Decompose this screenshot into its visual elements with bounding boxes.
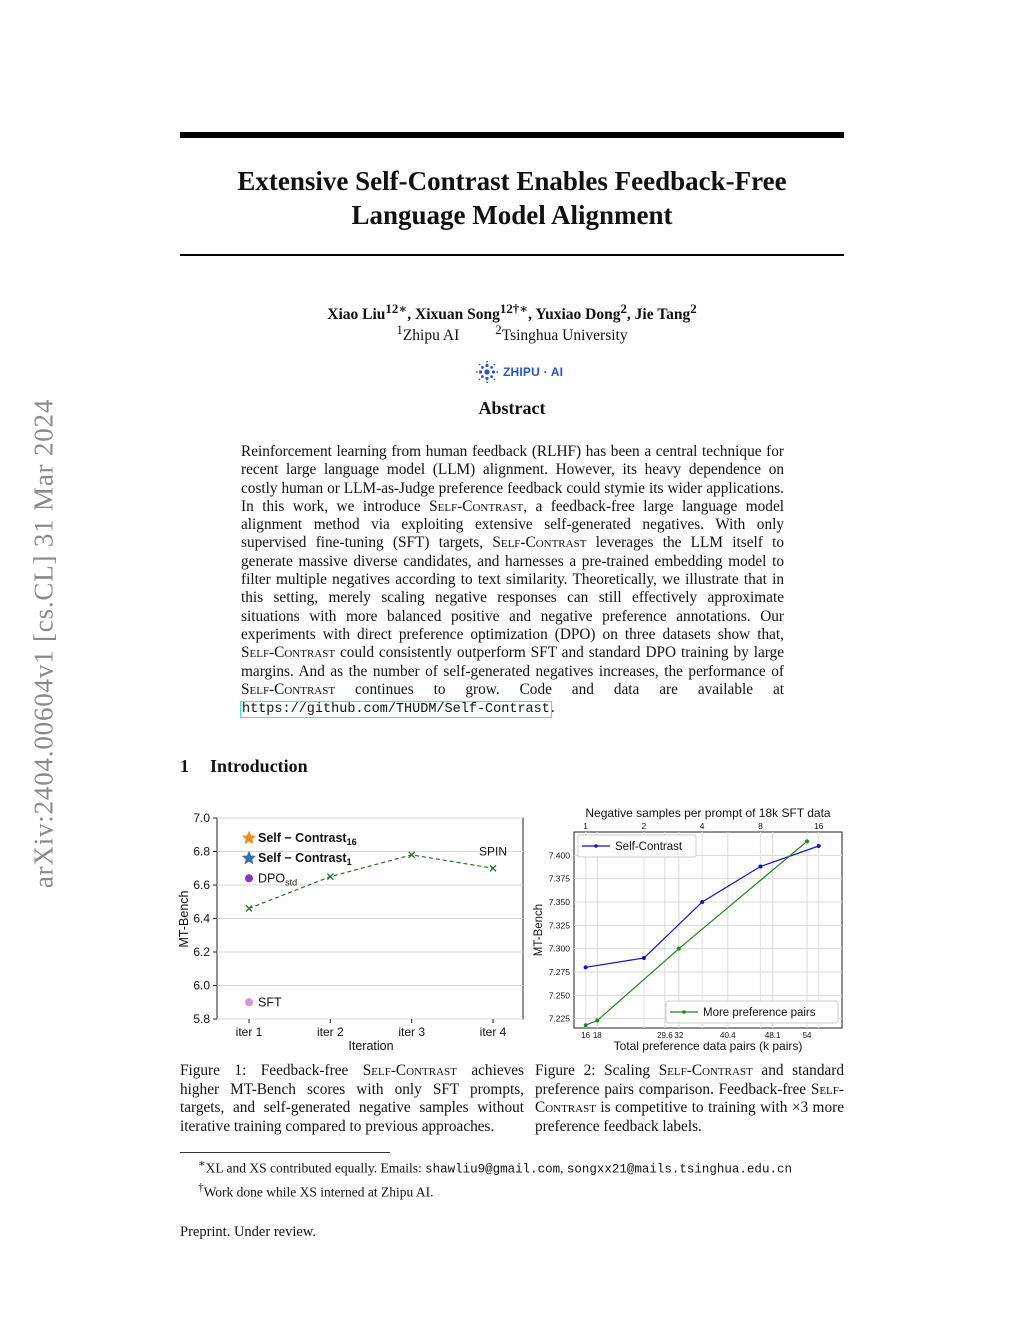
fig2-ylabel: MT-Bench — [533, 903, 545, 957]
title-line-2: Language Model Alignment — [351, 200, 673, 230]
author-name: Xiao Liu — [327, 306, 386, 324]
fig1-ytick-label: 6.6 — [193, 878, 210, 892]
fig2-more-pairs-line — [586, 841, 807, 1025]
arxiv-stamp: arXiv:2404.00604v1 [cs.CL] 31 Mar 2024 — [28, 398, 59, 889]
logo-text: ZHIPU · AI — [503, 365, 564, 379]
fig1-point-self_contrast_1 — [242, 851, 256, 865]
title-bottom-rule — [180, 254, 844, 256]
abstract-text: could consistently outperform SFT and standard DPO training by large margins. And as the number of self-generated negatives increases, the performance of — [241, 644, 784, 680]
method-name: Self-Contrast — [658, 1062, 753, 1079]
fig1-xtick-label: iter 1 — [235, 1025, 263, 1039]
fig2-toptick-label: 16 — [813, 821, 824, 831]
fig2-point — [677, 947, 681, 951]
author-name: Xixuan Song — [415, 306, 500, 324]
affiliation-name: Zhipu AI — [402, 327, 460, 345]
fig2-toptick-label: 2 — [641, 821, 647, 831]
figure-2-chart — [530, 802, 850, 1054]
zhipu-logo — [475, 360, 563, 384]
fig1-point-label: $DPO_{std}$ — [258, 871, 298, 888]
caption-text: achieves higher MT-Bench scores with only SFT prompts, targets, and self-generated negative samples without iterative training compared to previous approaches. — [180, 1062, 525, 1135]
figure-1-chart — [172, 802, 530, 1054]
fig2-ytick-label: 7.350 — [548, 897, 570, 907]
author-sep: , — [528, 306, 536, 324]
fig1-ytick-label: 6.0 — [193, 978, 210, 993]
footnote-2 — [198, 1179, 792, 1202]
method-name: Self-Contrast — [241, 644, 336, 662]
fig2-point — [595, 1019, 599, 1023]
footnote-1 — [198, 1155, 792, 1179]
fig2-legend-self-contrast: Self-Contrast — [615, 841, 683, 853]
section-title: Introduction — [210, 756, 308, 776]
footnote-mark: ∗ — [198, 1158, 206, 1170]
method-name: Self-Contrast — [241, 680, 336, 698]
fig1-ytick-label: 5.8 — [193, 1012, 210, 1026]
fig1-xlabel: Iteration — [348, 1039, 394, 1053]
fig1-xtick-label: iter 2 — [316, 1025, 344, 1039]
fig2-ytick-label: 7.325 — [548, 920, 570, 931]
abstract-text: , a feedback-free large language model alignment method via exploiting extensive self-generated negatives. With only supervised fine-tuning (SFT) targets, — [241, 497, 784, 552]
fig2-title: Negative samples per prompt of 18k SFT data — [585, 806, 831, 820]
caption-text: Figure 1: Feedback-free — [180, 1062, 363, 1079]
fig2-xtick-label: 40.4 — [720, 1031, 736, 1040]
title-line-1: Extensive Self-Contrast Enables Feedback-Free — [237, 166, 787, 196]
fig2-point — [642, 956, 646, 960]
caption-text: and standard preference pairs comparison. Feedback-free — [535, 1062, 844, 1098]
fig2-plot-frame — [574, 832, 842, 1028]
top-rule — [180, 132, 844, 138]
fig2-ytick-label: 7.375 — [548, 873, 570, 884]
section-number: 1 — [180, 756, 189, 776]
author-name: Jie Tang — [634, 306, 691, 324]
affiliation-mark: 2 — [495, 322, 502, 337]
preprint-note: Preprint. Under review. — [180, 1224, 316, 1240]
zhipu-logo-icon — [475, 360, 499, 384]
fig2-toptick-label: 4 — [699, 821, 705, 831]
fig2-ytick-label: 7.275 — [548, 967, 570, 977]
fig2-legend-bottom — [666, 1001, 838, 1023]
abstract-text: . — [550, 699, 555, 717]
fig1-xtick-label: iter 3 — [398, 1025, 426, 1039]
fig2-ytick-label: 7.300 — [548, 943, 570, 954]
method-name: Self-Contrast — [362, 1062, 457, 1079]
fig2-ytick-label: 7.250 — [548, 990, 570, 1001]
author-sep: , — [407, 306, 415, 324]
fig1-ytick-label: 6.4 — [193, 911, 210, 926]
fig1-spin-point — [327, 874, 333, 880]
fig2-xtick-label: 29.6 — [657, 1031, 673, 1040]
fig2-xlabel: Total preference data pairs (k pairs) — [613, 1039, 803, 1053]
fig1-spin-point — [246, 905, 252, 911]
author-marks: 2 — [690, 301, 697, 316]
affiliation-name: Tsinghua University — [501, 327, 628, 345]
footnotes — [198, 1155, 792, 1201]
fig2-legend-marker — [682, 1010, 686, 1014]
caption-text: is competitive to training with ×3 more preference feedback labels. — [535, 1099, 844, 1135]
fig2-legend-top — [578, 835, 696, 857]
fig2-ytick-label: 7.400 — [548, 850, 570, 861]
fig2-ytick-label: 7.225 — [548, 1013, 570, 1024]
caption-text: Figure 2: Scaling — [535, 1062, 659, 1079]
method-name: Self-Contrast — [429, 497, 524, 515]
figure-1-caption — [180, 1062, 524, 1136]
abstract-text: leverages the LLM itself to generate massive diverse candidates, and harnesses a pre-trained embedding model to filter multiple negatives according to text similarity. Theoretically, we illustrate that in this setting, merely scaling negative responses can still effectively approximate situations with more balanced positive and negative preference annotations. Our experiments with direct preference optimization (DPO) on three datasets show that, — [241, 534, 784, 643]
author-marks: 12∗ — [385, 301, 408, 316]
fig1-ytick-label: 7.0 — [193, 811, 210, 825]
fig1-spin-point — [490, 865, 496, 871]
fig1-spin-label: SPIN — [479, 844, 508, 859]
method-name: Self-Contrast — [492, 534, 587, 552]
email-link[interactable]: shawliu9@gmail.com — [425, 1162, 561, 1177]
fig2-point — [584, 1023, 588, 1027]
fig2-xtick-label: 48.1 — [764, 1031, 781, 1040]
code-link[interactable]: https://github.com/THUDM/Self-Contrast — [242, 702, 550, 718]
fig2-toptick-label: 1 — [583, 821, 589, 831]
fig2-legend-marker — [594, 844, 598, 848]
fig1-ylabel: MT-Bench — [177, 890, 191, 948]
affiliations — [180, 319, 844, 346]
affiliation-mark: 1 — [396, 322, 403, 337]
fig2-xtick-label: 18 — [592, 1031, 602, 1040]
section-heading — [180, 756, 308, 777]
fig2-xtick-label: 16 — [581, 1031, 591, 1040]
footnote-rule — [180, 1152, 390, 1153]
footnote-text: , — [560, 1160, 567, 1176]
email-link[interactable]: songxx21@mails.tsinghua.edu.cn — [566, 1162, 792, 1177]
author-marks: 2 — [620, 301, 627, 316]
fig1-ytick-label: 6.8 — [193, 844, 210, 859]
fig1-point-dpo — [245, 874, 253, 882]
fig1-point-label: SFT — [258, 995, 282, 1010]
fig2-point — [805, 839, 809, 843]
fig2-toptick-label: 8 — [758, 821, 763, 831]
abstract-body — [241, 443, 784, 719]
method-name: Self-Contrast — [535, 1080, 844, 1117]
fig2-point — [584, 965, 588, 969]
paper-title — [180, 164, 844, 232]
fig2-legend-more-pairs: More preference pairs — [703, 1007, 816, 1019]
fig1-point-label: Self − Contrast$_{16}$ — [258, 831, 357, 848]
fig2-point — [817, 844, 821, 848]
fig1-point-sft — [245, 998, 253, 1006]
fig1-point-label: Self − Contrast$_1$ — [258, 851, 352, 868]
fig1-ytick-label: 6.2 — [193, 945, 210, 959]
abstract-heading: Abstract — [478, 398, 546, 418]
fig2-xtick-label: 54 — [802, 1031, 812, 1040]
author-marks: 12†∗ — [499, 301, 529, 316]
fig1-point-self_contrast_16 — [242, 831, 256, 845]
author-sep: , — [626, 306, 635, 324]
abstract-text: continues to grow. Code and data are available at — [335, 680, 784, 698]
footnote-mark: † — [198, 1181, 204, 1194]
author-name: Yuxiao Dong — [535, 306, 621, 324]
figure-2-caption — [535, 1062, 844, 1136]
fig2-point — [700, 900, 704, 904]
footnote-text: XL and XS contributed equally. Emails: — [205, 1160, 426, 1176]
fig2-xtick-label: 32 — [674, 1031, 684, 1040]
abstract-text: Reinforcement learning from human feedback (RLHF) has been a central technique for recent large language model (LLM) alignment. However, its heavy dependence on costly human or LLM-as-Judge preference feedback could stymie its wider applications. In this work, we introduce — [241, 443, 784, 515]
footnote-text: Work done while XS interned at Zhipu AI. — [203, 1184, 434, 1199]
fig1-xtick-label: iter 4 — [479, 1025, 507, 1039]
fig2-point — [758, 865, 762, 869]
